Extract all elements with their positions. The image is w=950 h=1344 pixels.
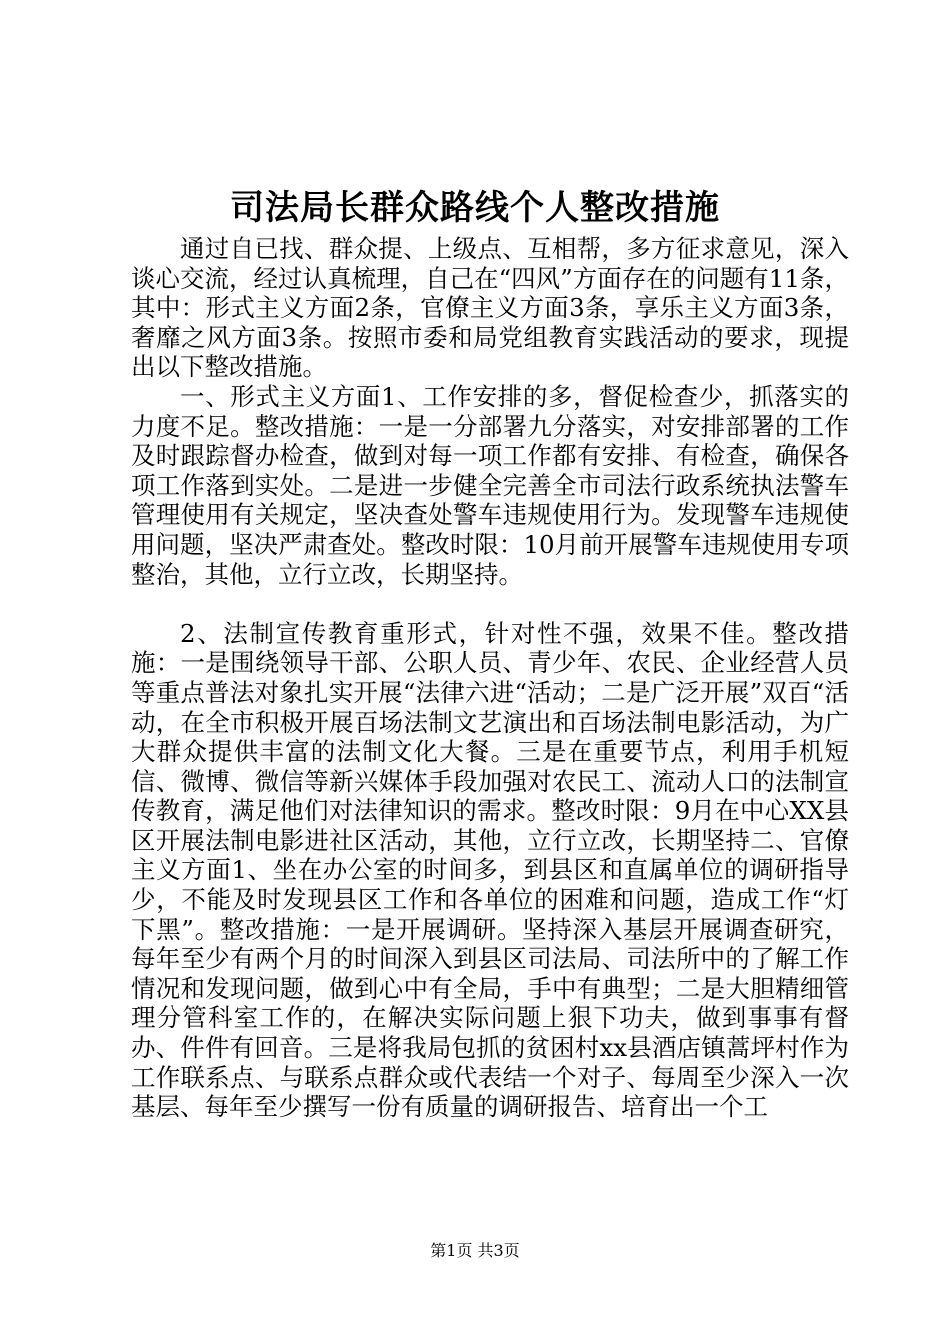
document-title: 司法局长群众路线个人整改措施 — [230, 188, 720, 228]
paragraph-legal-education: 2、法制宣传教育重形式，针对性不强，效果不佳。整改措施：一是围绕领导干部、公职人员、青少年、农民、企业经营人员等重点普法对象扎实开展“法律六进“活动；二是广泛开展”双百“活动，在全市积极开展百场法制文艺演出和百场法制电影活动，为广大群众提供丰富的法制文化大餐。三是在重要节点，利用手机短信、微博、微信等新兴媒体手段加强对农民工、流动人口的法制宣传教育，满足他们对法律知识的需求。整改时限：9月在中心XX县区开展法制电影进社区活动，其他，立行立改，长期坚持二、官僚主义方面1、坐在办公室的时间多，到县区和直属单位的调研指导少，不能及时发现县区工作和各单位的困难和问题，造成工作“灯下黑”。整改措施：一是开展调研。坚持深入基层开展调查研究，每年至少有两个月的时间深入到县区司法局、司法所中的了解工作情况和发现问题，做到心中有全局，手中有典型；二是大胆精细管理分管科室工作的，在解决实际问题上狠下功夫，做到事事有督办、件件有回音。三是将我局包抓的贫困村xx县酒店镇蒿坪村作为工作联系点、与联系点群众或代表结一个对子、每周至少深入一次基层、每年至少撰写一份有质量的调研报告、培育出一个工 — [131, 618, 849, 1122]
page-number-footer: 第1页 共3页 — [430, 1241, 520, 1260]
document-body — [131, 234, 849, 1122]
paragraph-formalism: 一、形式主义方面1、工作安排的多，督促检查少，抓落实的力度不足。整改措施：一是一分部署九分落实，对安排部署的工作及时跟踪督办检查，做到对每一项工作都有安排、有检查，确保各项工作落到实处。二是进一步健全完善全市司法行政系统执法警车管理使用有关规定，坚决查处警车违规使用行为。发现警车违规使用问题，坚决严肃查处。整改时限：10月前开展警车违规使用专项整治，其他，立行立改，长期坚持。 — [131, 381, 849, 589]
paragraph-intro: 通过自已找、群众提、上级点、互相帮，多方征求意见，深入谈心交流，经过认真梳理，自己在“四风”方面存在的问题有11条，其中：形式主义方面2条，官僚主义方面3条，享乐主义方面3条，奢靡之风方面3条。按照市委和局党组教育实践活动的要求，现提出以下整改措施。 — [131, 234, 849, 382]
